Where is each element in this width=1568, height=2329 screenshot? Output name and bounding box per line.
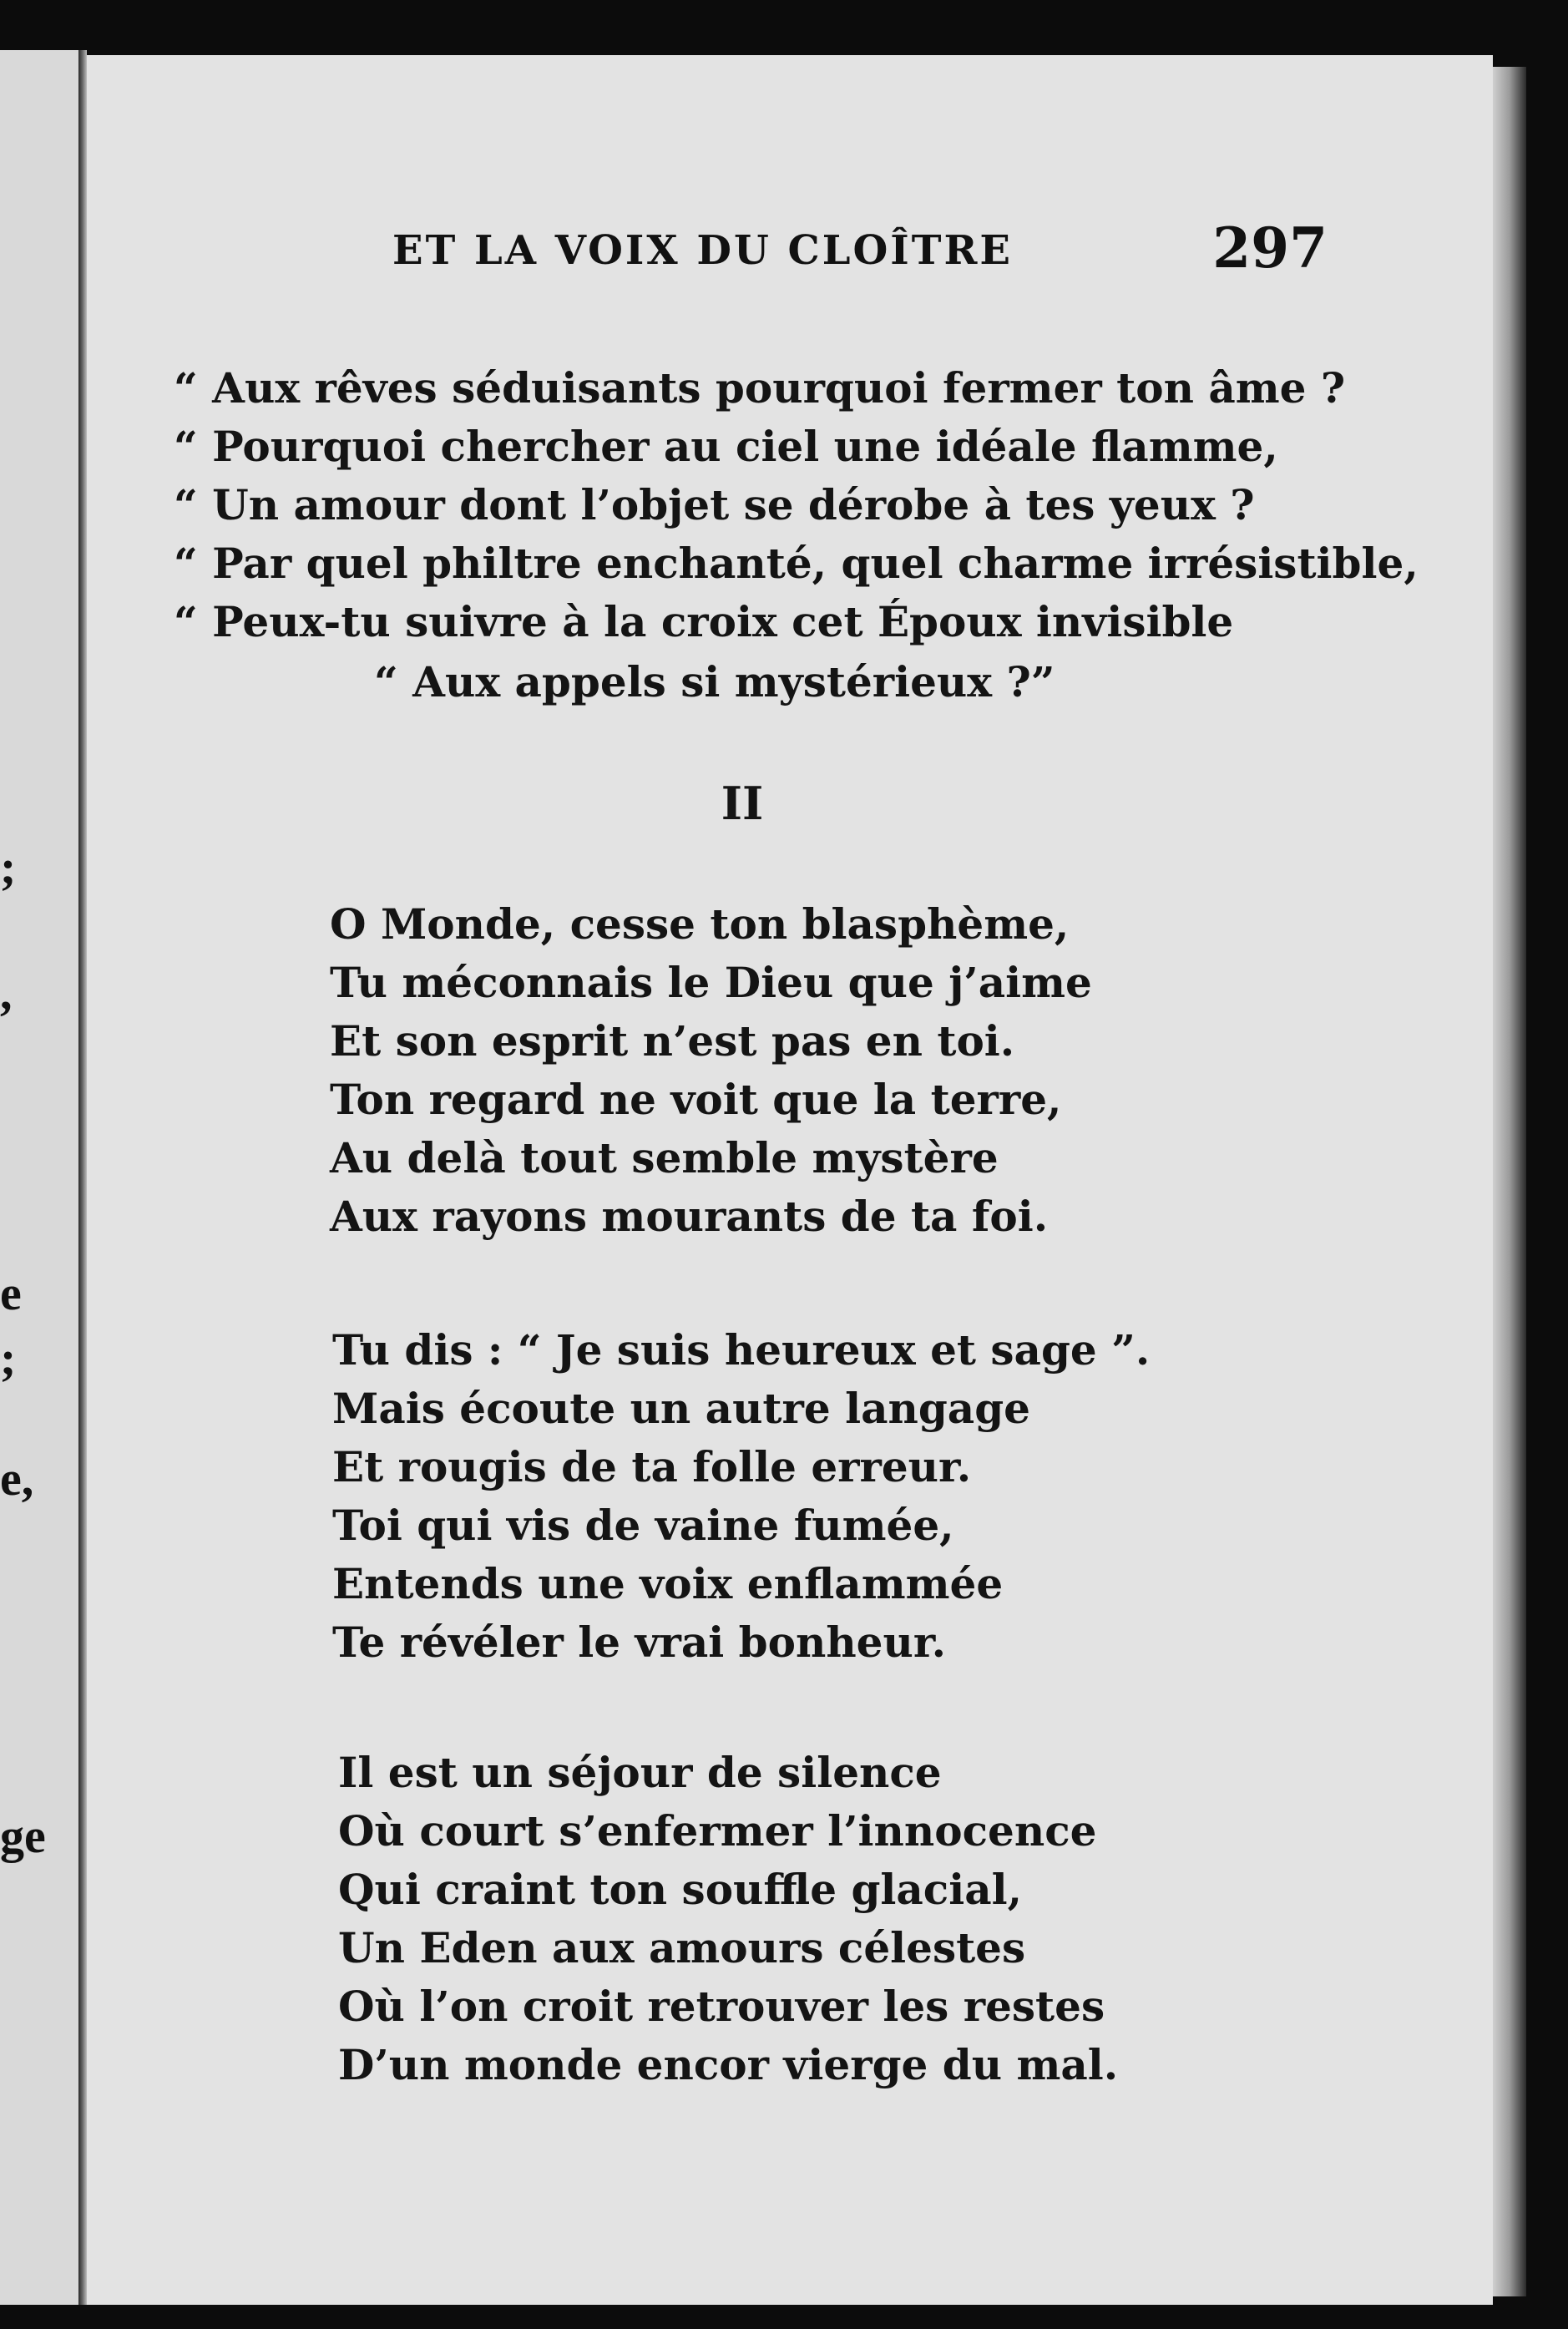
running-header: [392, 215, 1328, 282]
verse-line: Toi qui vis de vaine fumée,: [332, 1501, 954, 1550]
left-page-fragment: ge: [0, 1809, 46, 1863]
running-title: ET LA VOIX DU CLOÎTRE: [392, 227, 1013, 274]
left-page-fragment: ,: [0, 965, 13, 1020]
verse-line: Où l’on croit retrouver les restes: [338, 1982, 1105, 2031]
verse-line: Au delà tout semble mystère: [330, 1133, 999, 1182]
verse-line: “ Pourquoi chercher au ciel une idéale flamme,: [174, 422, 1278, 471]
verse-line: O Monde, cesse ton blasphème,: [330, 899, 1070, 949]
verse-line: Où court s’enfermer l’innocence: [338, 1806, 1097, 1856]
left-page-fragment: e: [0, 1266, 22, 1320]
verse-line: Un Eden aux amours célestes: [338, 1923, 1026, 1972]
left-page-fragment: ;: [0, 1331, 17, 1385]
book-gutter: [78, 50, 87, 2305]
left-page-fragment: ;: [0, 840, 17, 894]
verse-line: Et rougis de ta folle erreur.: [332, 1442, 972, 1491]
verse-line: Aux rayons mourants de ta foi.: [330, 1192, 1049, 1241]
verse-line: Mais écoute un autre langage: [332, 1384, 1030, 1433]
verse-line: Tu dis : “ Je suis heureux et sage ”.: [332, 1325, 1151, 1375]
verse-line: Ton regard ne voit que la terre,: [330, 1075, 1062, 1124]
left-page-edge: [0, 50, 78, 2305]
verse-line: D’un monde encor vierge du mal.: [338, 2040, 1119, 2089]
verse-line: Et son esprit n’est pas en toi.: [330, 1016, 1015, 1066]
right-page-edge: [1493, 67, 1526, 2296]
verse-line: “ Par quel philtre enchanté, quel charme irrésistible,: [174, 539, 1419, 588]
left-page-fragment: e,: [0, 1451, 34, 1506]
verse-line: Entends une voix enflammée: [332, 1559, 1004, 1608]
section-number: II: [721, 777, 764, 830]
verse-line: “ Aux appels si mystérieux ?”: [374, 657, 1055, 706]
verse-line: Tu méconnais le Dieu que j’aime: [330, 958, 1092, 1007]
verse-line: “ Un amour dont l’objet se dérobe à tes yeux ?: [174, 480, 1255, 529]
verse-line: “ Peux-tu suivre à la croix cet Époux invisible: [174, 597, 1234, 646]
verse-line: Il est un séjour de silence: [338, 1748, 942, 1797]
page-number: 297: [1212, 215, 1328, 281]
verse-line: Te révéler le vrai bonheur.: [332, 1618, 947, 1667]
verse-line: “ Aux rêves séduisants pourquoi fermer ton âme ?: [174, 363, 1346, 413]
verse-line: Qui craint ton souffle glacial,: [338, 1865, 1023, 1914]
